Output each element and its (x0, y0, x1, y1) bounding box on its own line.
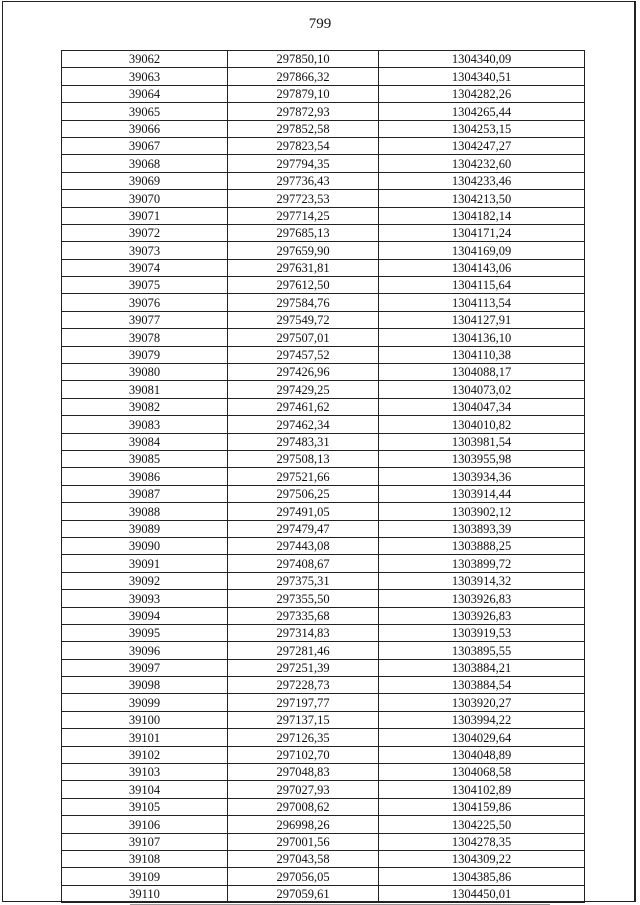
point-number-cell: 39063 (62, 68, 228, 85)
table-row (62, 346, 585, 363)
table-row (62, 68, 585, 85)
y-coordinate-cell: 1303934,36 (379, 468, 585, 485)
y-coordinate-cell: 1304073,02 (379, 381, 585, 398)
x-coordinate-cell: 297872,93 (228, 103, 379, 120)
table-row (62, 51, 585, 68)
point-number-cell: 39077 (62, 311, 228, 328)
table-row (62, 694, 585, 711)
x-coordinate-cell: 297228,73 (228, 677, 379, 694)
y-coordinate-cell: 1304450,01 (379, 885, 585, 902)
table-row (62, 398, 585, 415)
x-coordinate-cell: 297126,35 (228, 729, 379, 746)
y-coordinate-cell: 1303994,22 (379, 711, 585, 728)
point-number-cell: 39072 (62, 224, 228, 241)
table-body (62, 51, 585, 903)
x-coordinate-cell: 297462,34 (228, 416, 379, 433)
coordinates-table-container (61, 50, 581, 903)
table-row (62, 468, 585, 485)
point-number-cell: 39065 (62, 103, 228, 120)
y-coordinate-cell: 1304159,86 (379, 798, 585, 815)
x-coordinate-cell: 297197,77 (228, 694, 379, 711)
point-number-cell: 39080 (62, 364, 228, 381)
point-number-cell: 39083 (62, 416, 228, 433)
x-coordinate-cell: 297506,25 (228, 485, 379, 502)
point-number-cell: 39071 (62, 207, 228, 224)
y-coordinate-cell: 1304143,06 (379, 259, 585, 276)
y-coordinate-cell: 1303899,72 (379, 555, 585, 572)
x-coordinate-cell: 297408,67 (228, 555, 379, 572)
x-coordinate-cell: 297685,13 (228, 224, 379, 241)
table-row (62, 624, 585, 641)
coordinates-table (61, 50, 585, 903)
table-row (62, 590, 585, 607)
table-row (62, 259, 585, 276)
point-number-cell: 39098 (62, 677, 228, 694)
x-coordinate-cell: 297631,81 (228, 259, 379, 276)
table-row (62, 781, 585, 798)
y-coordinate-cell: 1303884,54 (379, 677, 585, 694)
table-row (62, 677, 585, 694)
y-coordinate-cell: 1304253,15 (379, 120, 585, 137)
table-row (62, 433, 585, 450)
point-number-cell: 39093 (62, 590, 228, 607)
table-row (62, 224, 585, 241)
table-row (62, 798, 585, 815)
x-coordinate-cell: 297508,13 (228, 450, 379, 467)
x-coordinate-cell: 297794,35 (228, 155, 379, 172)
table-row (62, 485, 585, 502)
point-number-cell: 39104 (62, 781, 228, 798)
point-number-cell: 39105 (62, 798, 228, 815)
y-coordinate-cell: 1304169,09 (379, 242, 585, 259)
y-coordinate-cell: 1304340,51 (379, 68, 585, 85)
y-coordinate-cell: 1303926,83 (379, 590, 585, 607)
table-row (62, 85, 585, 102)
x-coordinate-cell: 297102,70 (228, 746, 379, 763)
table-row (62, 364, 585, 381)
point-number-cell: 39091 (62, 555, 228, 572)
y-coordinate-cell: 1304340,09 (379, 51, 585, 68)
x-coordinate-cell: 297059,61 (228, 885, 379, 902)
x-coordinate-cell: 296998,26 (228, 816, 379, 833)
x-coordinate-cell: 297355,50 (228, 590, 379, 607)
point-number-cell: 39103 (62, 764, 228, 781)
table-row (62, 711, 585, 728)
y-coordinate-cell: 1304010,82 (379, 416, 585, 433)
x-coordinate-cell: 297461,62 (228, 398, 379, 415)
y-coordinate-cell: 1304309,22 (379, 850, 585, 867)
point-number-cell: 39106 (62, 816, 228, 833)
y-coordinate-cell: 1303914,32 (379, 572, 585, 589)
y-coordinate-cell: 1304110,38 (379, 346, 585, 363)
y-coordinate-cell: 1303884,21 (379, 659, 585, 676)
point-number-cell: 39085 (62, 450, 228, 467)
y-coordinate-cell: 1304247,27 (379, 137, 585, 154)
x-coordinate-cell: 297048,83 (228, 764, 379, 781)
y-coordinate-cell: 1303955,98 (379, 450, 585, 467)
point-number-cell: 39068 (62, 155, 228, 172)
point-number-cell: 39108 (62, 850, 228, 867)
table-row (62, 607, 585, 624)
x-coordinate-cell: 297491,05 (228, 503, 379, 520)
table-row (62, 103, 585, 120)
x-coordinate-cell: 297483,31 (228, 433, 379, 450)
table-row (62, 207, 585, 224)
table-row (62, 520, 585, 537)
point-number-cell: 39089 (62, 520, 228, 537)
point-number-cell: 39086 (62, 468, 228, 485)
table-row (62, 381, 585, 398)
x-coordinate-cell: 297426,96 (228, 364, 379, 381)
table-row (62, 450, 585, 467)
x-coordinate-cell: 297479,47 (228, 520, 379, 537)
x-coordinate-cell: 297736,43 (228, 172, 379, 189)
y-coordinate-cell: 1304068,58 (379, 764, 585, 781)
x-coordinate-cell: 297723,53 (228, 190, 379, 207)
table-row (62, 885, 585, 902)
y-coordinate-cell: 1304048,89 (379, 746, 585, 763)
table-row (62, 816, 585, 833)
x-coordinate-cell: 297507,01 (228, 329, 379, 346)
x-coordinate-cell: 297281,46 (228, 642, 379, 659)
y-coordinate-cell: 1304113,54 (379, 294, 585, 311)
point-number-cell: 39107 (62, 833, 228, 850)
point-number-cell: 39110 (62, 885, 228, 902)
y-coordinate-cell: 1304182,14 (379, 207, 585, 224)
x-coordinate-cell: 297823,54 (228, 137, 379, 154)
y-coordinate-cell: 1303926,83 (379, 607, 585, 624)
y-coordinate-cell: 1303920,27 (379, 694, 585, 711)
y-coordinate-cell: 1304029,64 (379, 729, 585, 746)
y-coordinate-cell: 1303919,53 (379, 624, 585, 641)
table-row (62, 277, 585, 294)
table-row (62, 729, 585, 746)
table-row (62, 137, 585, 154)
x-coordinate-cell: 297335,68 (228, 607, 379, 624)
table-row (62, 764, 585, 781)
point-number-cell: 39082 (62, 398, 228, 415)
y-coordinate-cell: 1304088,17 (379, 364, 585, 381)
point-number-cell: 39092 (62, 572, 228, 589)
point-number-cell: 39102 (62, 746, 228, 763)
y-coordinate-cell: 1304225,50 (379, 816, 585, 833)
y-coordinate-cell: 1304265,44 (379, 103, 585, 120)
table-row (62, 172, 585, 189)
point-number-cell: 39094 (62, 607, 228, 624)
table-row (62, 642, 585, 659)
table-row (62, 572, 585, 589)
x-coordinate-cell: 297521,66 (228, 468, 379, 485)
x-coordinate-cell: 297375,31 (228, 572, 379, 589)
x-coordinate-cell: 297457,52 (228, 346, 379, 363)
x-coordinate-cell: 297001,56 (228, 833, 379, 850)
point-number-cell: 39074 (62, 259, 228, 276)
point-number-cell: 39064 (62, 85, 228, 102)
y-coordinate-cell: 1303888,25 (379, 537, 585, 554)
x-coordinate-cell: 297043,58 (228, 850, 379, 867)
y-coordinate-cell: 1303914,44 (379, 485, 585, 502)
x-coordinate-cell: 297612,50 (228, 277, 379, 294)
x-coordinate-cell: 297429,25 (228, 381, 379, 398)
y-coordinate-cell: 1304278,35 (379, 833, 585, 850)
point-number-cell: 39062 (62, 51, 228, 68)
point-number-cell: 39067 (62, 137, 228, 154)
point-number-cell: 39087 (62, 485, 228, 502)
x-coordinate-cell: 297137,15 (228, 711, 379, 728)
y-coordinate-cell: 1303902,12 (379, 503, 585, 520)
y-coordinate-cell: 1303895,55 (379, 642, 585, 659)
table-row (62, 503, 585, 520)
x-coordinate-cell: 297584,76 (228, 294, 379, 311)
table-row (62, 190, 585, 207)
point-number-cell: 39099 (62, 694, 228, 711)
table-row (62, 242, 585, 259)
x-coordinate-cell: 297852,58 (228, 120, 379, 137)
point-number-cell: 39101 (62, 729, 228, 746)
x-coordinate-cell: 297879,10 (228, 85, 379, 102)
x-coordinate-cell: 297314,83 (228, 624, 379, 641)
table-row (62, 329, 585, 346)
point-number-cell: 39073 (62, 242, 228, 259)
x-coordinate-cell: 297659,90 (228, 242, 379, 259)
table-row (62, 833, 585, 850)
y-coordinate-cell: 1304136,10 (379, 329, 585, 346)
y-coordinate-cell: 1304213,50 (379, 190, 585, 207)
y-coordinate-cell: 1304385,86 (379, 868, 585, 885)
point-number-cell: 39076 (62, 294, 228, 311)
point-number-cell: 39078 (62, 329, 228, 346)
point-number-cell: 39095 (62, 624, 228, 641)
point-number-cell: 39100 (62, 711, 228, 728)
y-coordinate-cell: 1304171,24 (379, 224, 585, 241)
x-coordinate-cell: 297251,39 (228, 659, 379, 676)
point-number-cell: 39109 (62, 868, 228, 885)
x-coordinate-cell: 297866,32 (228, 68, 379, 85)
point-number-cell: 39088 (62, 503, 228, 520)
y-coordinate-cell: 1304102,89 (379, 781, 585, 798)
table-row (62, 868, 585, 885)
point-number-cell: 39090 (62, 537, 228, 554)
point-number-cell: 39084 (62, 433, 228, 450)
table-row (62, 120, 585, 137)
point-number-cell: 39079 (62, 346, 228, 363)
y-coordinate-cell: 1304127,91 (379, 311, 585, 328)
y-coordinate-cell: 1304233,46 (379, 172, 585, 189)
table-row (62, 416, 585, 433)
table-row (62, 850, 585, 867)
x-coordinate-cell: 297714,25 (228, 207, 379, 224)
y-coordinate-cell: 1304115,64 (379, 277, 585, 294)
table-row (62, 311, 585, 328)
point-number-cell: 39075 (62, 277, 228, 294)
x-coordinate-cell: 297027,93 (228, 781, 379, 798)
table-row (62, 659, 585, 676)
x-coordinate-cell: 297443,08 (228, 537, 379, 554)
y-coordinate-cell: 1304047,34 (379, 398, 585, 415)
y-coordinate-cell: 1303893,39 (379, 520, 585, 537)
point-number-cell: 39066 (62, 120, 228, 137)
x-coordinate-cell: 297008,62 (228, 798, 379, 815)
point-number-cell: 39096 (62, 642, 228, 659)
x-coordinate-cell: 297056,05 (228, 868, 379, 885)
y-coordinate-cell: 1304232,60 (379, 155, 585, 172)
table-row (62, 294, 585, 311)
point-number-cell: 39081 (62, 381, 228, 398)
page-number: 799 (308, 16, 332, 32)
table-row (62, 155, 585, 172)
x-coordinate-cell: 297850,10 (228, 51, 379, 68)
y-coordinate-cell: 1303981,54 (379, 433, 585, 450)
point-number-cell: 39069 (62, 172, 228, 189)
y-coordinate-cell: 1304282,26 (379, 85, 585, 102)
point-number-cell: 39097 (62, 659, 228, 676)
table-row (62, 537, 585, 554)
table-row (62, 746, 585, 763)
x-coordinate-cell: 297549,72 (228, 311, 379, 328)
point-number-cell: 39070 (62, 190, 228, 207)
table-row (62, 555, 585, 572)
